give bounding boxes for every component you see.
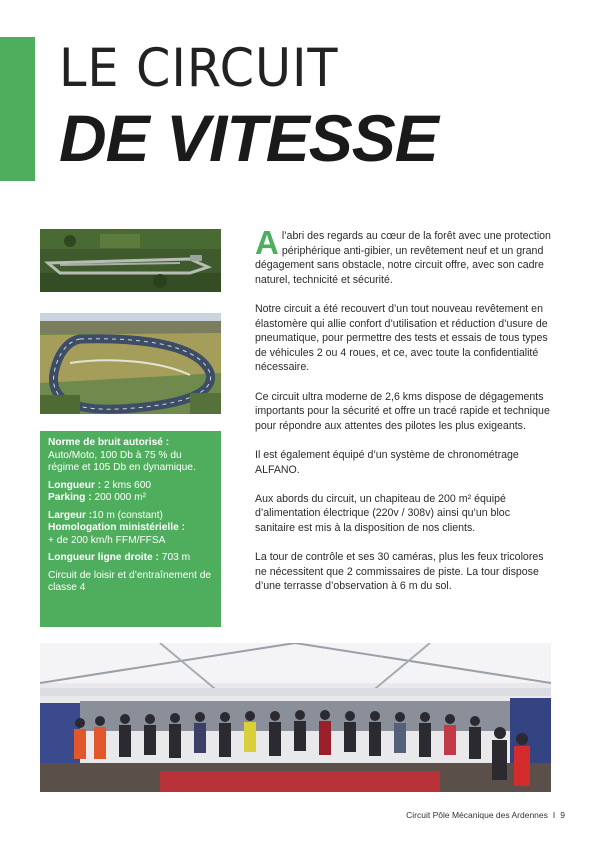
- specs-box: [40, 431, 221, 627]
- homologation-label: Homologation ministérielle :: [48, 522, 185, 533]
- homologation-value: + de 200 km/h FFM/FFSA: [48, 534, 166, 546]
- accent-bar: [0, 37, 35, 181]
- footer-separator: I: [552, 810, 556, 820]
- homologation-spec: [48, 522, 213, 547]
- leisure-spec: Circuit de loisir et d’entraînement de classe 4: [48, 569, 212, 593]
- group-tent-photo: [40, 643, 551, 792]
- paragraph-1-text: l’abri des regards au cœur de la forêt avec une protection périphérique anti-gibier, un revêtement neuf et un grand dégagement sans obstacle, notre circuit offre, avec son cadre naturel, technicité et sécurité.: [255, 230, 551, 286]
- parking-spec: [48, 492, 213, 505]
- paragraph-4: Il est également équipé d’un système de chronométrage ALFANO.: [255, 448, 519, 476]
- title-line-2: DE VITESSE: [59, 101, 438, 175]
- paragraph-1: [255, 224, 551, 287]
- page-number: 9: [560, 810, 565, 820]
- paragraph-3: Ce circuit ultra moderne de 2,6 kms dispose de dégagements importants pour la sécurité et offre un tracé rapide et technique pour répondre aux attentes des pilotes les plus exigeants.: [255, 390, 550, 432]
- noise-label: Norme de bruit autorisé :: [48, 437, 170, 448]
- paragraph-2: Notre circuit a été recouvert d’un tout nouveau revêtement en élastomère qui allie confort d’utilisation et réduction d’usure de pneumatique, pour permettre des tests et essais de tous types de véhicules 2 ou 4 roues, et ce, avec toute la confidentialité nécessaire.: [255, 302, 548, 374]
- noise-spec: [48, 437, 213, 475]
- length-spec: [48, 480, 213, 493]
- width-spec: [48, 510, 213, 523]
- straight-value: 703 m: [161, 552, 191, 563]
- aerial-track-photo: [40, 229, 221, 292]
- length-label: Longueur :: [48, 479, 102, 491]
- noise-value: Auto/Moto, 100 Db à 75 % du régime et 105 Db en dynamique.: [48, 449, 196, 473]
- width-label: Largeur :: [48, 509, 93, 521]
- dropcap: A: [255, 224, 279, 261]
- paragraph-5: Aux abords du circuit, un chapiteau de 200 m² équipé d’alimentation électrique (220v / 308v) ainsi qu’un bloc sanitaire est mis à la disposition de nos clients.: [255, 492, 510, 534]
- length-value: 2 kms 600: [104, 479, 152, 491]
- straight-spec: [48, 552, 213, 565]
- parking-label: Parking :: [48, 492, 92, 503]
- track-overview-photo: [40, 313, 221, 414]
- title-line-1: LE CIRCUIT: [59, 38, 339, 99]
- footer-text: Circuit Pôle Mécanique des Ardennes: [406, 810, 548, 820]
- article-body: [255, 224, 551, 608]
- width-value: 10 m (constant): [92, 509, 163, 521]
- page-footer: [406, 810, 565, 820]
- straight-label: Longueur ligne droite :: [48, 552, 159, 563]
- parking-value: 200 000 m²: [94, 492, 146, 503]
- paragraph-6: La tour de contrôle et ses 30 caméras, plus les feux tricolores ne nécessitent que 2 commissaires de piste. La tour dispose d’une terrasse d’observation à 6 m du sol.: [255, 551, 544, 593]
